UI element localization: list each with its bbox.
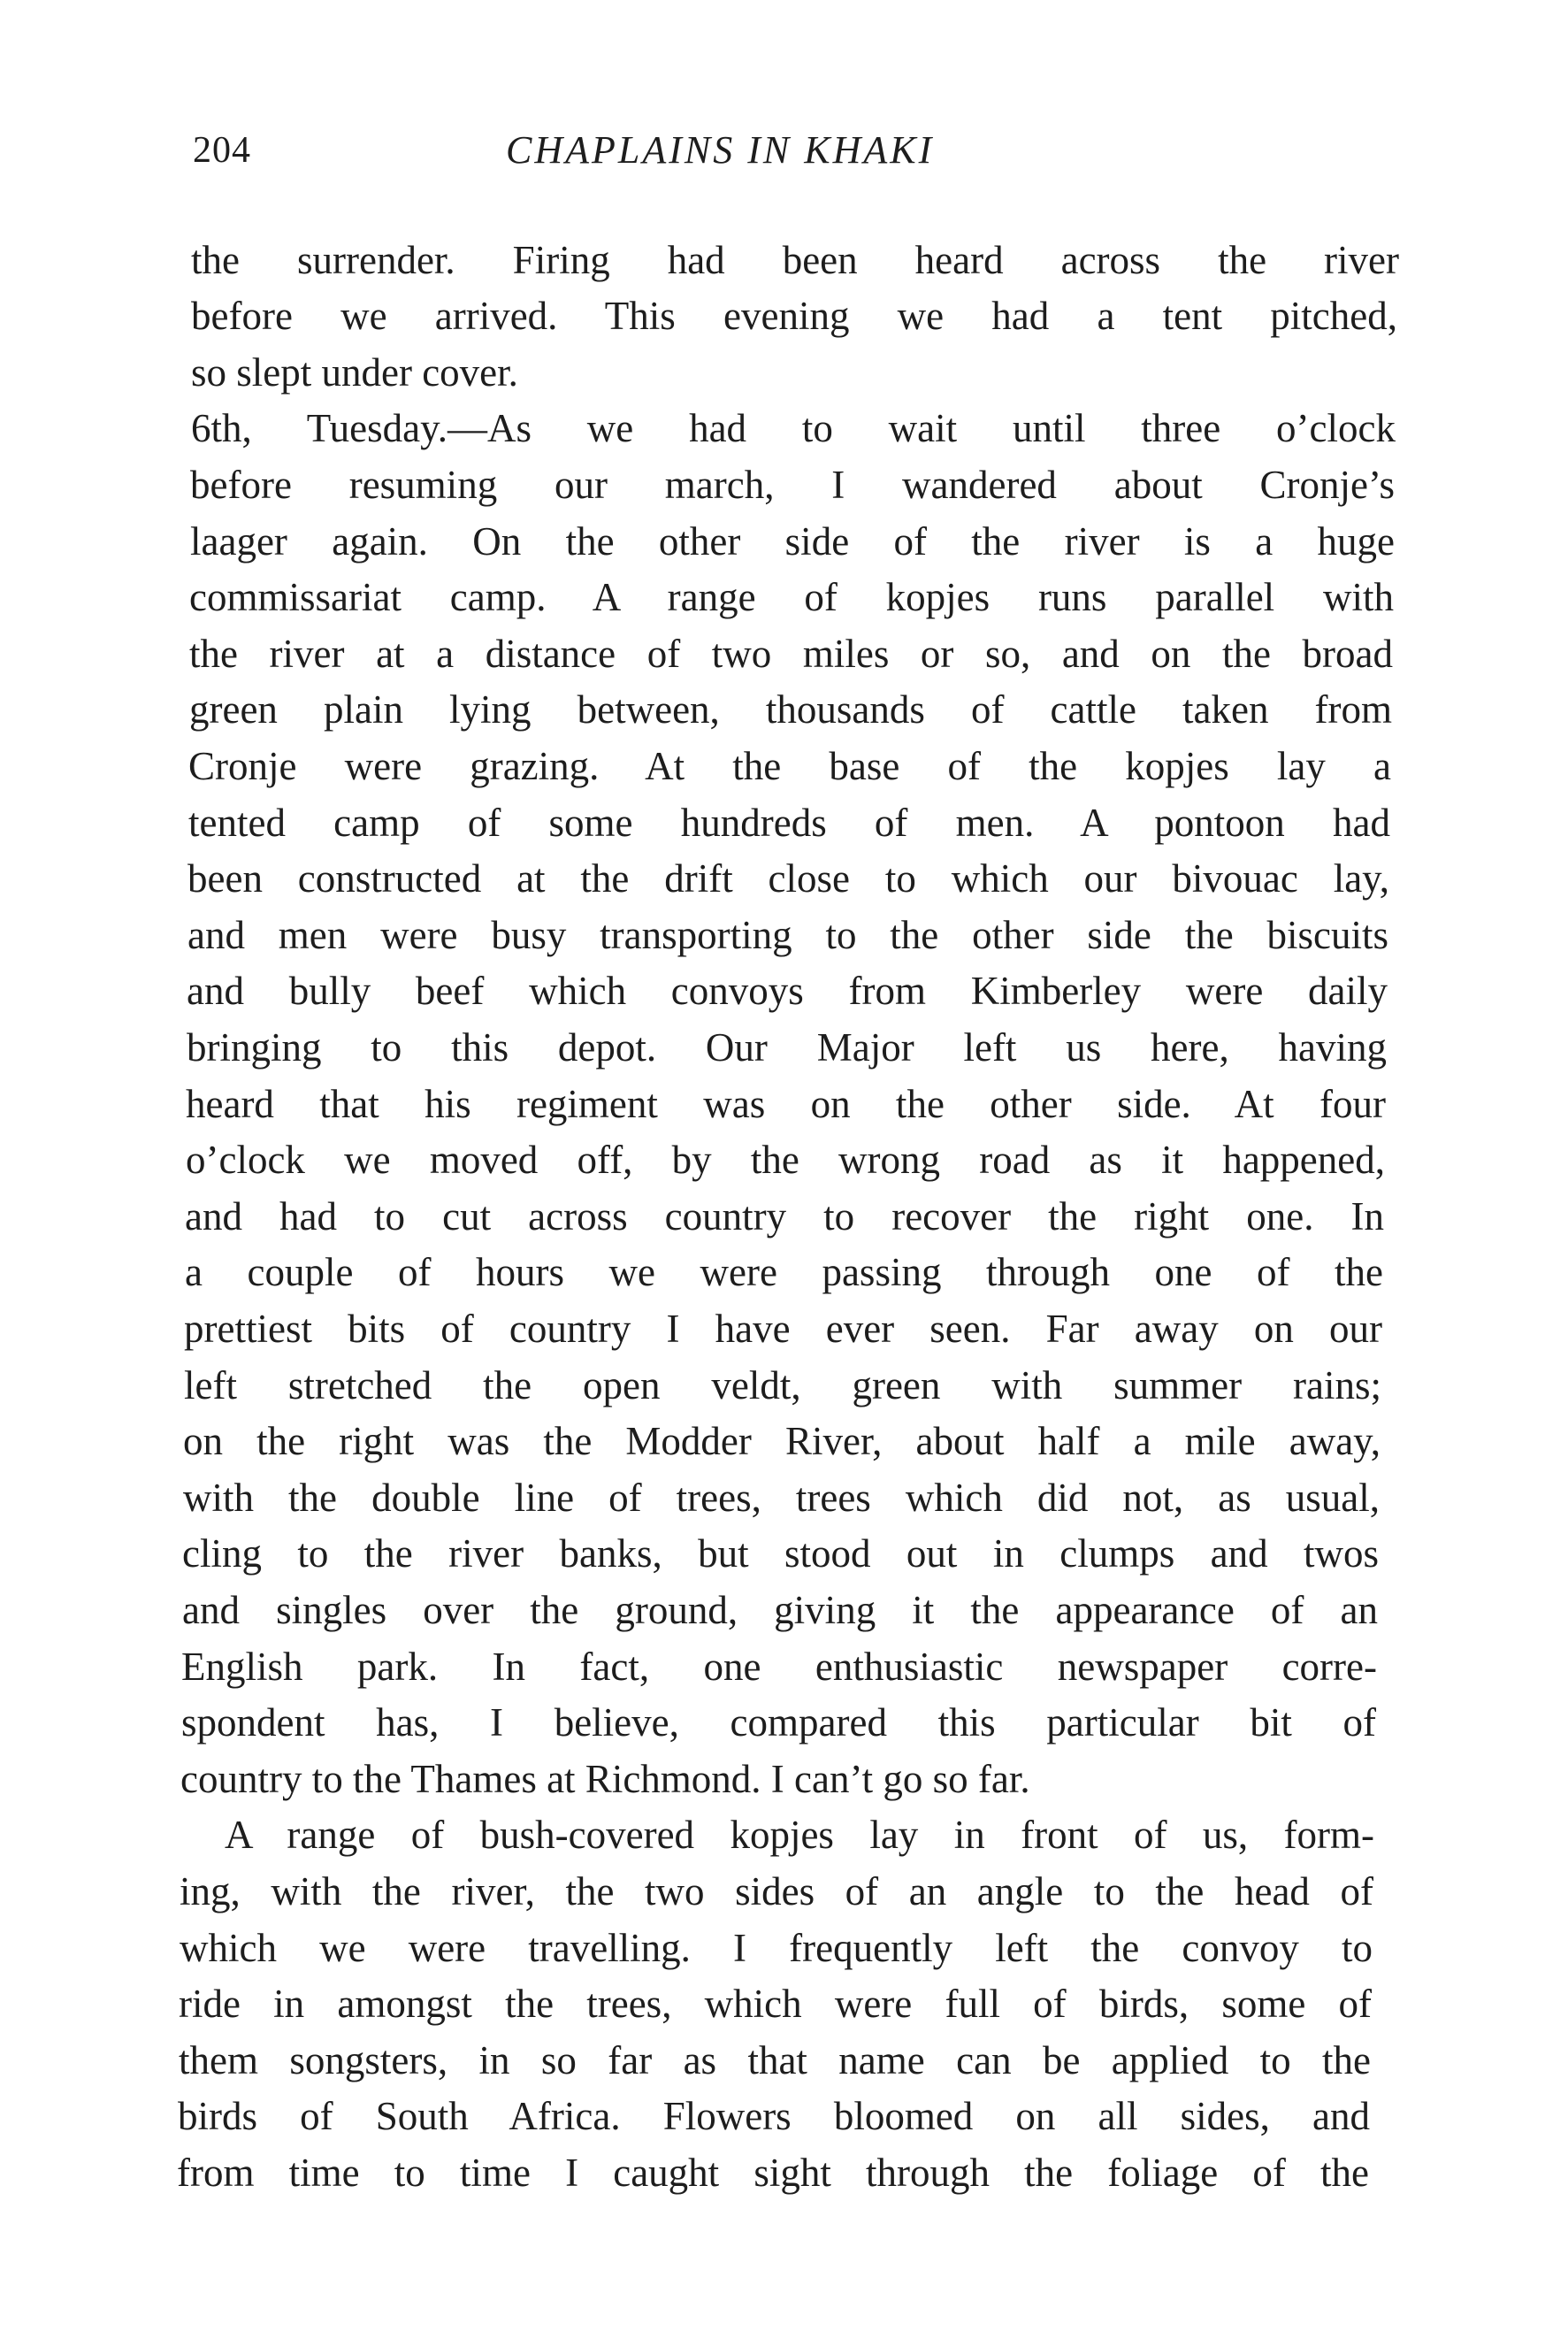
text-line: and singles over the ground, giving it the appearance of an (182, 1588, 1378, 1632)
text-line: ing, with the river, the two sides of an angle to the head of (180, 1869, 1373, 1913)
text-line: country to the Thames at Richmond. I can’t go so far. (180, 1757, 1030, 1801)
text-line: been constructed at the drift close to which our bivouac lay, (187, 856, 1389, 901)
text-line: A range of bush-covered kopjes lay in front of us, form- (225, 1813, 1374, 1857)
text-line: spondent has, I believe, compared this particular bit of (181, 1700, 1376, 1745)
running-head (0, 124, 1568, 177)
text-line: the river at a distance of two miles or so, and on the broad (189, 632, 1393, 676)
text-line: them songsters, in so far as that name can be applied to the (179, 2038, 1371, 2082)
text-line: on the right was the Modder River, about half a mile away, (183, 1419, 1381, 1463)
page-number: 204 (193, 130, 251, 171)
text-line: a couple of hours we were passing through one of the (185, 1250, 1383, 1294)
text-line: which we were travelling. I frequently left the convoy to (180, 1926, 1373, 1970)
text-line: tented camp of some hundreds of men. A pontoon had (188, 801, 1390, 845)
text-line: the surrender. Firing had been heard across the river (191, 238, 1399, 282)
text-line: ride in amongst the trees, which were full of birds, some of (179, 1982, 1372, 2026)
text-line: 6th, Tuesday.—As we had to wait until three o’clock (191, 406, 1396, 450)
text-line: before we arrived. This evening we had a tent pitched, (191, 294, 1397, 338)
text-line: Cronje were grazing. At the base of the kopjes lay a (188, 744, 1391, 788)
text-line: with the double line of trees, trees which did not, as usual, (183, 1476, 1380, 1520)
text-line: so slept under cover. (191, 350, 518, 395)
text-line: laager again. On the other side of the river is a huge (190, 519, 1395, 564)
text-line: before resuming our march, I wandered about Cronje’s (190, 463, 1395, 507)
text-line: heard that his regiment was on the other side. At four (186, 1082, 1386, 1126)
text-line: and had to cut across country to recover the right one. In (185, 1194, 1384, 1239)
text-line: o’clock we moved off, by the wrong road as it happened, (186, 1138, 1385, 1182)
text-line: bringing to this depot. Our Major left us here, having (187, 1025, 1387, 1070)
text-line: commissariat camp. A range of kopjes runs parallel with (189, 575, 1394, 619)
text-line: prettiest bits of country I have ever seen. Far away on our (184, 1307, 1382, 1351)
text-line: left stretched the open veldt, green with summer rains; (184, 1363, 1381, 1407)
text-line: birds of South Africa. Flowers bloomed on all sides, and (178, 2094, 1370, 2138)
running-title: CHAPLAINS IN KHAKI (506, 128, 935, 172)
text-line: and bully beef which convoys from Kimberley were daily (187, 969, 1388, 1013)
text-line: and men were busy transporting to the other side the biscuits (187, 913, 1388, 957)
text-line: cling to the river banks, but stood out in clumps and twos (182, 1531, 1379, 1576)
text-line: from time to time I caught sight through the foliage of the (177, 2151, 1369, 2195)
text-line: green plain lying between, thousands of cattle taken from (189, 687, 1392, 732)
text-line: English park. In fact, one enthusiastic newspaper corre- (181, 1645, 1377, 1689)
